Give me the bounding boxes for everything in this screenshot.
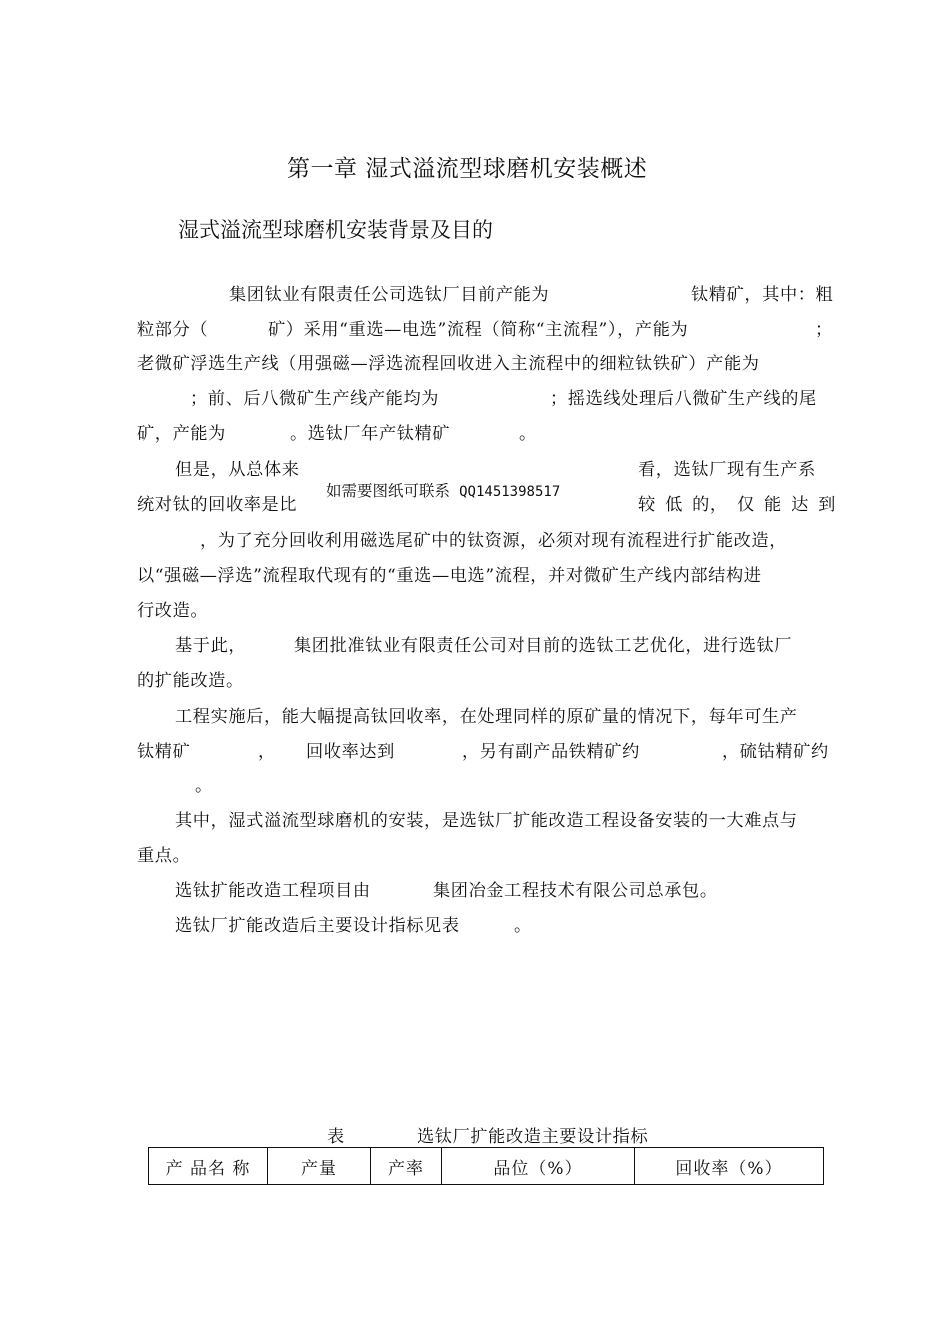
contact-watermark [326, 479, 560, 501]
text-line: 。选钛厂年产钛精矿 [290, 424, 451, 444]
text-word: 到 [818, 495, 836, 515]
watermark-text: 如需要图纸可联系 [326, 482, 451, 500]
text-line: ，硫钴精矿约 [722, 742, 829, 762]
text-line: 老微矿浮选生产线（用强磁—浮选流程回收进入主流程中的细粒钛铁矿）产能为 [137, 354, 760, 374]
table-header-cell: 产量 [268, 1148, 371, 1185]
text-line: 其中，湿式溢流型球磨机的安装，是选钛厂扩能改造工程设备安装的一大难点与 [175, 811, 798, 831]
justified-text-line [638, 490, 836, 515]
text-line: 集团批准钛业有限责任公司对目前的选钛工艺优化，进行选钛厂 [294, 636, 793, 656]
text-line: 。 [514, 916, 532, 936]
text-line: 集团钛业有限责任公司选钛厂目前产能为 [229, 285, 550, 305]
text-word: 仅 [736, 495, 755, 515]
table-caption-title: 选钛厂扩能改造主要设计指标 [417, 1127, 649, 1147]
text-line: 重点。 [137, 846, 191, 866]
text-line: ，为了充分回收利用磁选尾矿中的钛资源，必须对现有流程进行扩能改造， [200, 531, 787, 551]
table-header-cell: 回收率（%） [635, 1148, 824, 1185]
text-line: 行改造。 [137, 601, 209, 621]
text-word: 的， [692, 495, 728, 515]
text-line: 的扩能改造。 [137, 671, 244, 691]
text-line: ；摇选线处理后八微矿生产线的尾 [550, 389, 817, 409]
text-line: ；前、后八微矿生产线产能均为 [190, 389, 440, 409]
table-header-row [149, 1148, 824, 1185]
text-line: 粒部分（ [137, 320, 209, 340]
chapter-title: 第一章 湿式溢流型球磨机安装概述 [287, 156, 648, 182]
design-indicators-table [148, 1147, 824, 1185]
text-line: 。 [519, 424, 537, 444]
text-line: 选钛厂扩能改造后主要设计指标见表 [175, 916, 460, 936]
text-line: 以“强磁—浮选”流程取代现有的“重选—电选”流程，并对微矿生产线内部结构进 [137, 566, 762, 586]
text-word: 较 [638, 495, 656, 515]
text-line: 统对钛的回收率是比 [137, 495, 298, 515]
text-line: 钛精矿，其中：粗 [691, 285, 834, 305]
table-header-cell: 产 品名 称 [149, 1148, 268, 1185]
table-header-cell: 品位（%） [442, 1148, 635, 1185]
table-caption-label: 表 [327, 1127, 345, 1147]
text-line: 矿）采用“重选—电选”流程（简称“主流程”），产能为 [268, 320, 689, 340]
text-word: 低 [665, 495, 683, 515]
text-line: 选钛扩能改造工程项目由 [175, 881, 371, 901]
text-line: 工程实施后，能大幅提高钛回收率，在处理同样的原矿量的情况下，每年可生产 [175, 707, 798, 727]
text-line: ，另有副产品铁精矿约 [462, 742, 640, 762]
text-line: 集团冶金工程技术有限公司总承包。 [433, 881, 718, 901]
text-line: 钛精矿 [137, 742, 191, 762]
section-title: 湿式溢流型球磨机安装背景及目的 [178, 218, 493, 242]
text-line: 但是，从总体来 [175, 460, 300, 480]
text-line: 看，选钛厂现有生产系 [638, 460, 816, 480]
watermark-contact: QQ1451398517 [459, 484, 561, 500]
text-line: ； [815, 320, 833, 340]
text-line: 。 [195, 776, 213, 796]
text-word: 达 [791, 495, 809, 515]
text-line: 基于此， [175, 636, 247, 656]
text-word: 能 [764, 495, 782, 515]
text-line: ， [258, 742, 276, 762]
text-line: 矿，产能为 [137, 424, 226, 444]
text-line: 回收率达到 [306, 742, 395, 762]
table-header-cell: 产率 [371, 1148, 442, 1185]
